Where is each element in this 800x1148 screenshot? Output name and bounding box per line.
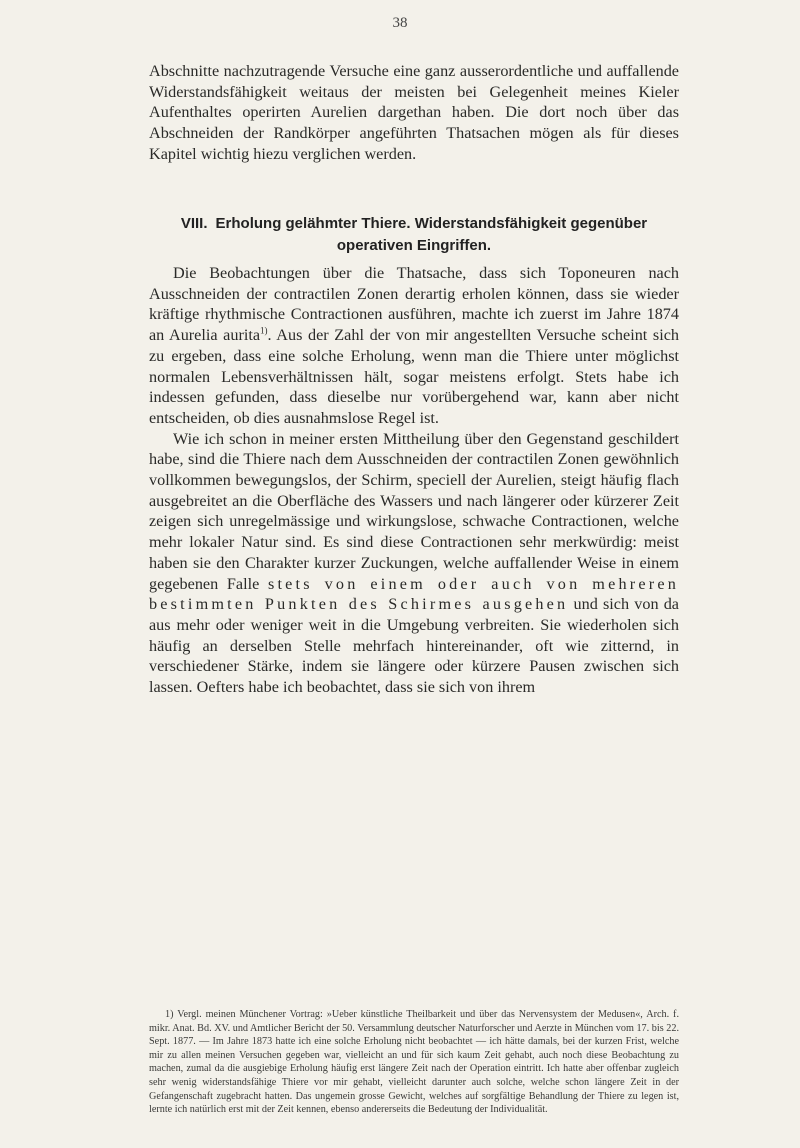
paragraph-2-text-after: und sich von da aus mehr oder weniger weit in die Umgebung verbreiten. Sie wiederholen sich häufig an derselben Stelle mehrfach hintereinander, oft wie zitternd, in verschiedener Stärke, indem sie längere oder kürzere Pausen zwischen sich lassen. Oefters habe ich beobachtet, dass sie sich von ihrem: [149, 595, 679, 697]
footnote: [149, 1008, 679, 1117]
paragraph-2-emphasis: stets von einem oder auch von mehreren bestimmten Punkten des Schirmes ausgehen: [149, 574, 679, 614]
section-title: Erholung gelähmter Thiere. Widerstandsfähigkeit gegenüber operativen Eingriffen.: [215, 215, 648, 254]
page-number: 38: [392, 15, 408, 31]
intro-paragraph: Abschnitte nachzutragende Versuche eine ganz ausserordentliche und auffallende Widerstandsfähigkeit weitaus der meisten bei Gelegenheit meines Kieler Aufenthaltes operirten Aurelien dargethan haben. Die dort noch über das Abschneiden der Randkörper angeführten Thatsachen mögen als für dieses Kapitel wichtig hiezu verglichen werden.: [149, 62, 679, 163]
paragraph-1-text: Die Beobachtungen über die Thatsache, dass sich Toponeuren nach Ausschneiden der contractilen Zonen derartig erholen können, dass sie wieder kräftige rhythmische Contractionen ausführen, machte ich zuerst im Jahre 1874 an Aurelia aurita: [149, 264, 679, 345]
paragraph-2: [149, 429, 679, 698]
footnote-reference: 1): [260, 325, 268, 336]
paragraph-2-text-before: Wie ich schon in meiner ersten Mittheilung über den Gegenstand geschildert habe, sind die Thiere nach dem Ausschneiden der contractilen Zonen gewöhnlich vollkommen bewegungslos, der Schirm, speciell der Aurelien, steigt häufig flach ausgebreitet an die Oberfläche des Wassers und nach längerer oder kürzerer Zeit zeigen sich unregelmässige und wirkungslose, schwache Contractionen, welche mehr lokaler Natur sind. Es sind diese Contractionen sehr merkwürdig: meist haben sie den Charakter kurzer Zuckungen, welche auffallender Weise in einem gegebenen Falle: [149, 429, 679, 593]
section-number: VIII.: [180, 215, 208, 232]
footnote-text: 1) Vergl. meinen Münchener Vortrag: »Ueber künstliche Theilbarkeit und über das Nervensystem der Medusen«, Arch. f. mikr. Anat. Bd. XV. und Amtlicher Bericht der 50. Versammlung deutscher Naturforscher und Aerzte in München vom 17. bis 22. Sept. 1877. — Im Jahre 1873 hatte ich eine solche Erholung nicht beobachtet — ich hätte damals, bei der kurzen Frist, welche mir zu allen meinen Versuchen gegeben war, vielleicht an und für sich kaum Zeit gehabt, auch noch diese Beobachtung zu machen, zumal da die ausgiebige Erholung häufig erst längere Zeit nach der Operation eintritt. Ich hatte aber offenbar zugleich sehr wenig widerstandsfähige Thiere vor mir gehabt, vielleicht darunter auch solche, welche schon längere Zeit in der Gefangenschaft zugebracht hatten. Das ungemein grosse Gewicht, welches auf sorgfältige Behandlung der Thiere zu legen ist, lernte ich natürlich erst mit der Zeit kennen, ebenso andererseits die Bedeutung der Individualität.: [149, 1009, 679, 1116]
paragraph-1: [149, 263, 679, 429]
intro-paragraph-block: [149, 61, 679, 165]
main-text: [149, 263, 679, 698]
paragraph-1-text-after: . Aus der Zahl der von mir angestellten Versuche scheint sich zu ergeben, dass eine solche Erholung, wenn man die Thiere unter möglichst normalen Lebensverhältnissen hält, sogar meistens erfolgt. Stets habe ich indessen gefunden, dass dieselbe nur vorübergehend war, kann aber nicht entscheiden, ob dies ausnahmslose Regel ist.: [149, 326, 679, 427]
section-heading: [149, 213, 679, 257]
